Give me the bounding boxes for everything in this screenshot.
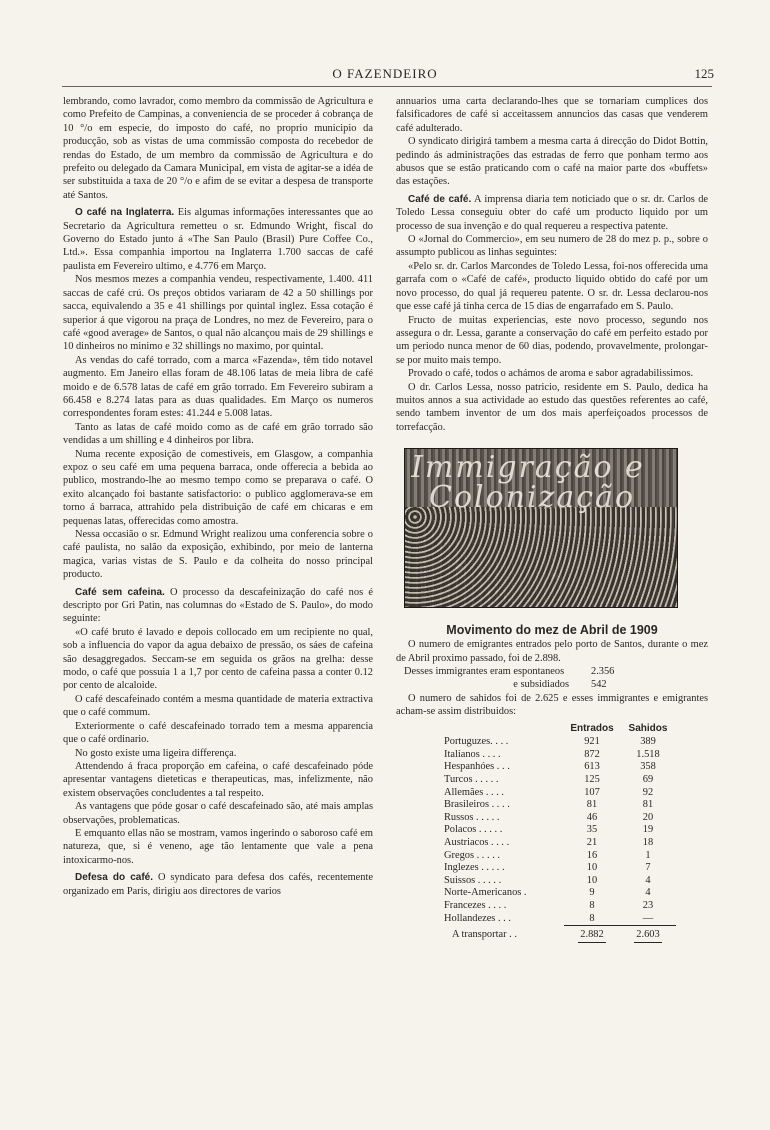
entrados-cell: 16 <box>586 849 598 861</box>
section-coffee-defense <box>63 871 373 898</box>
entrados-cell: 10 <box>586 874 598 886</box>
paragraph-text: Eis algumas informações interessantes que ao Secretario da Agricultura remetteu o sr. Edmundo Wright, fiscal do Governo do Estado junto á «The San Paulo (Brasil) Pure Coffee Co., Ltd.». Essa companhia importou na Inglaterra 1.700 saccas de café paulista em Fevereiro ultimo, e 4.776 em Março. <box>63 207 373 272</box>
split-row <box>396 665 708 678</box>
sahidos-cell: 7 <box>645 862 651 874</box>
nationality-cell: Gregos . . . . . <box>444 849 500 861</box>
entrados-cell: 21 <box>586 836 598 848</box>
sahidos-cell: 23 <box>642 899 654 911</box>
section-liquid-coffee <box>396 193 708 233</box>
paragraph: Attendendo á fraca proporção em cafeina, o café descafeinado póde apresentar vantagens dieteticas e therapeuticas, mas, infelizmente, não existem observações concludentes a tal respeito. <box>63 760 373 799</box>
sahidos-cell: 4 <box>645 887 651 899</box>
paragraph-text: O processo da descafeinização do café nos é descripto por Gri Patin, nas columnas do «Estado de S. Paulo», do modo seguinte: <box>63 586 373 625</box>
paragraph-text: O syndicato para defesa dos cafés, recentemente organizado em Paris, dirigiu aos directores de varios <box>63 872 373 897</box>
total-entrados: 2.882 <box>578 929 605 943</box>
publication-title: O FAZENDEIRO <box>332 66 438 81</box>
entrados-cell: 81 <box>586 799 598 811</box>
photo-caption <box>411 453 671 513</box>
entrados-cell: 107 <box>584 786 600 798</box>
nationality-cell: Italianos . . . . <box>444 748 501 760</box>
paragraph: No gosto existe uma ligeira differença. <box>75 747 237 759</box>
header-rule <box>62 86 712 87</box>
nationality-cell: Norte-Americanos . <box>444 887 527 899</box>
table-row <box>444 875 676 888</box>
nationality-cell: Austriacos . . . . <box>444 836 510 848</box>
table-row <box>444 862 676 875</box>
paragraph: Provado o café, todos o achámos de aroma e sabor agradabilissimos. <box>408 368 694 380</box>
sahidos-cell: 1.518 <box>636 748 660 760</box>
sahidos-cell: — <box>620 913 676 926</box>
section-decaf <box>63 586 373 626</box>
sahidos-cell: 358 <box>640 761 656 773</box>
nationality-cell: Polacos . . . . . <box>444 824 503 836</box>
sahidos-cell: 69 <box>642 773 654 785</box>
table-row <box>444 837 676 850</box>
nationality-cell: Suissos . . . . . <box>444 874 502 886</box>
table-row <box>444 824 676 837</box>
section-coffee-england <box>63 206 373 273</box>
paragraph: «O café bruto é lavado e depois collocado em um recipiente no qual, sob a influencia do vapor da agua debaixo de pressão, os sáes de cafeina são desaggregados. Seccam-se em seguida os grãos na grelha: desse modo, o café que possuia 1 a 1,7 por cento de cafeina passa a conter 0.12 por cento de alcaloide. <box>63 626 373 692</box>
sahidos-cell: 389 <box>640 736 656 748</box>
table-header-row <box>444 723 676 737</box>
left-column <box>63 95 373 898</box>
paragraph: As vantagens que póde gosar o café descafeinado são, até mais amplas observações, problematicas. <box>63 801 373 826</box>
sahidos-cell: 18 <box>642 836 654 848</box>
paragraph: Tanto as latas de café moido como as de café em grão torrado são vendidas a um shilling e 4 dinheiros por libra. <box>63 421 373 447</box>
paragraph: «Pelo sr. dr. Carlos Marcondes de Toledo Lessa, foi-nos offerecida uma garrafa com o «Café de café», producto liquido obtido do café por um novo processo, do qual já requereu patente. O sr. dr. Lessa declarou-nos que esse café já tinha cerca de 15 dias de engarrafado em S. Paulo. <box>396 260 708 313</box>
nationality-cell: Hespanhóes . . . <box>444 761 510 773</box>
total-sahidos: 2.603 <box>634 929 661 943</box>
entrados-cell: 8 <box>564 913 620 926</box>
table-row <box>444 812 676 825</box>
right-column <box>396 95 708 943</box>
photo-caption-line: Colonização <box>429 480 636 514</box>
column-header-sahidos: Sahidos <box>628 722 668 734</box>
paragraph: O café descafeinado contém a mesma quantidade de materia extractiva que o café commum. <box>63 693 373 719</box>
split-row <box>396 678 708 691</box>
entrados-cell: 9 <box>589 887 595 899</box>
immigrants-photograph <box>404 448 678 608</box>
table-row <box>444 799 676 812</box>
nationality-cell: Brasileiros . . . . <box>444 799 510 811</box>
section-heading: Café de café. <box>408 193 472 205</box>
table-row <box>444 736 676 749</box>
paragraph: O numero de sahidos foi de 2.625 e esses immigrantes e emigrantes acham-se assim distribuidos: <box>396 692 708 718</box>
sahidos-cell: 19 <box>642 824 654 836</box>
table-row <box>444 900 676 913</box>
table-row <box>444 761 676 774</box>
entrados-cell: 872 <box>584 748 600 760</box>
nationality-cell: Portuguzes. . . . <box>444 736 509 748</box>
table-total-row <box>444 926 676 943</box>
paragraph: Nos mesmos mezes a companhia vendeu, respectivamente, 1.400. 411 saccas de café crú. Os preços obtidos variaram de 42 a 50 shillings por sacca, equivalendo a 35 e 41 shillings por quintal inglez. Essa cotação é superior á que vigorou na praça de Londres, no mez de Fevereiro, para o café «good average» de Santos, o qual não alcançou mais de 29 shillings e 10 dinheiros no minimo e 32 shillings no maximo, por quintal. <box>63 274 373 353</box>
photo-caption-line: Immigração e <box>411 453 645 486</box>
entrados-cell: 46 <box>586 811 598 823</box>
split-value: 2.356 <box>591 665 615 677</box>
sahidos-cell: 4 <box>645 874 651 886</box>
entrados-cell: 10 <box>586 862 598 874</box>
entrados-cell: 125 <box>584 773 600 785</box>
paragraph: O dr. Carlos Lessa, nosso patricio, residente em S. Paulo, dedica ha muitos annos a sua actividade ao estudo das questões referentes ao café, sendo tambem inventor de um dos mais aperfeiçoados processos de torrefacção. <box>396 381 708 433</box>
emigration-table <box>444 723 676 943</box>
sahidos-cell: 81 <box>642 799 654 811</box>
stats-title: Movimento do mez de Abril de 1909 <box>446 623 658 638</box>
table-body <box>444 736 676 943</box>
nationality-cell: Turcos . . . . . <box>444 773 499 785</box>
paragraph: Numa recente exposição de comestiveis, em Glasgow, a companhia expoz o seu café em uma pequena barraca, onde offerecia a bebida ao publico, mostrando-lhe ao mesmo tempo como se preparava o café. O exito alcançado foi bastante satisfactorio: o publico agglomerava-se em torno á barraca, attrahido pela distribuição de café em chicaras e em pequenas latas, offerecidas como amostra. <box>63 448 373 527</box>
entrados-cell: 921 <box>584 736 600 748</box>
entrados-cell: 613 <box>584 761 600 773</box>
nationality-cell: Allemães . . . . <box>444 786 505 798</box>
photo-crowd <box>405 507 677 607</box>
nationality-cell: Hollandezes . . . <box>444 912 511 924</box>
column-header-entrados: Entrados <box>570 722 614 734</box>
sahidos-cell: 1 <box>645 849 651 861</box>
sahidos-cell: 20 <box>642 811 654 823</box>
paragraph: Fructo de muitas experiencias, este novo processo, segundo nos assegura o dr. Lessa, garante a conservação do café em perfeito estado por um periodo nunca menor de 60 dias, podendo, provavelmente, prolongar-se por muito mais tempo. <box>396 314 708 366</box>
nationality-cell: Russos . . . . . <box>444 811 500 823</box>
paragraph: E emquanto ellas não se mostram, vamos ingerindo o saboroso café em natureza, que, si é veneno, age tão lentamente que vale a pena intoxicarmo-nos. <box>63 827 373 866</box>
paragraph: Nessa occasião o sr. Edmund Wright realizou uma conferencia sobre o café paulista, no salão da exposição, exhibindo, por meio de lanterna magica, varias vistas de S. Paulo e da colheita do nosso principal producto. <box>63 529 373 581</box>
running-head <box>60 66 714 82</box>
total-label: A transportar . . <box>452 929 517 941</box>
section-heading: Defesa do café. <box>75 872 154 884</box>
split-value: 542 <box>591 679 607 691</box>
table-row <box>444 850 676 863</box>
table-row <box>444 787 676 800</box>
paragraph: annuarios uma carta declarando-lhes que se tornariam cumplices dos falsificadores de café si acceitassem annuncios das casas que venderem café adulterado. <box>396 96 708 134</box>
paragraph: As vendas do café torrado, com a marca «Fazenda», têm tido notavel augmento. Em Janeiro ellas foram de 48.106 latas de meia libra de café moido e de 6.578 latas de café em grão torrado. Em Fevereiro subiram a 66.458 e 8.274 latas para as duas qualidades. Em Março os numeros correspondentes foram estes: 41.244 e 5.008 latas. <box>63 354 373 420</box>
paragraph: Exteriormente o café descafeinado torrado tem a mesma apparencia que o café ordinario. <box>63 720 373 746</box>
entrados-cell: 35 <box>586 824 598 836</box>
section-heading: Café sem cafeina. <box>75 586 165 598</box>
entrados-cell: 8 <box>589 899 595 911</box>
paragraph: lembrando, como lavrador, como membro da commissão de Agricultura e como Prefeito de Campinas, a conveniencia de se proceder á cobrança de 10 °/o em especie, do imposto do café, no proprio municipio da producção, sob as vistas de uma commissão composta do recebedor de rendas do Estado, de um membro da commissão de Agricultura e do prefeito ou delegado da Camara Municipal, em vista de agitar-se a idéa de ser substituida a taxa de 20 °/o e afim de se evitar a despesa de transporte até Santos. <box>63 96 373 201</box>
sahidos-cell: 92 <box>642 786 654 798</box>
split-label: Desses immigrantes eram espontaneos <box>404 665 565 677</box>
split-label: e subsidiados <box>513 679 569 691</box>
table-row <box>444 749 676 762</box>
paragraph: O «Jornal do Commercio», em seu numero de 28 do mez p. p., sobre o assumpto publicou as linhas seguintes: <box>396 234 708 259</box>
page-number: 125 <box>694 66 714 81</box>
paragraph: O syndicato dirigirá tambem a mesma carta á direcção do Didot Bottin, pedindo ás administrações das estradas de ferro que ponham termo aos abusos que se estão praticando com o café na maior parte dos «buffets» das estações. <box>396 136 708 188</box>
paragraph: O numero de emigrantes entrados pelo porto de Santos, durante o mez de Abril proximo passado, foi de 2.898. <box>396 639 708 664</box>
table-row <box>444 774 676 787</box>
nationality-cell: Francezes . . . . <box>444 899 507 911</box>
section-heading: O café na Inglaterra. <box>75 207 175 219</box>
table-row <box>444 913 676 926</box>
paragraph-text: A imprensa diaria tem noticiado que o sr. dr. Carlos de Toledo Lessa conseguiu obter do café um producto liquido por um processo de sua invenção e do qual requereu a respectiva patente. <box>396 193 708 232</box>
table-row <box>444 887 676 900</box>
nationality-cell: Inglezes . . . . . <box>444 862 505 874</box>
